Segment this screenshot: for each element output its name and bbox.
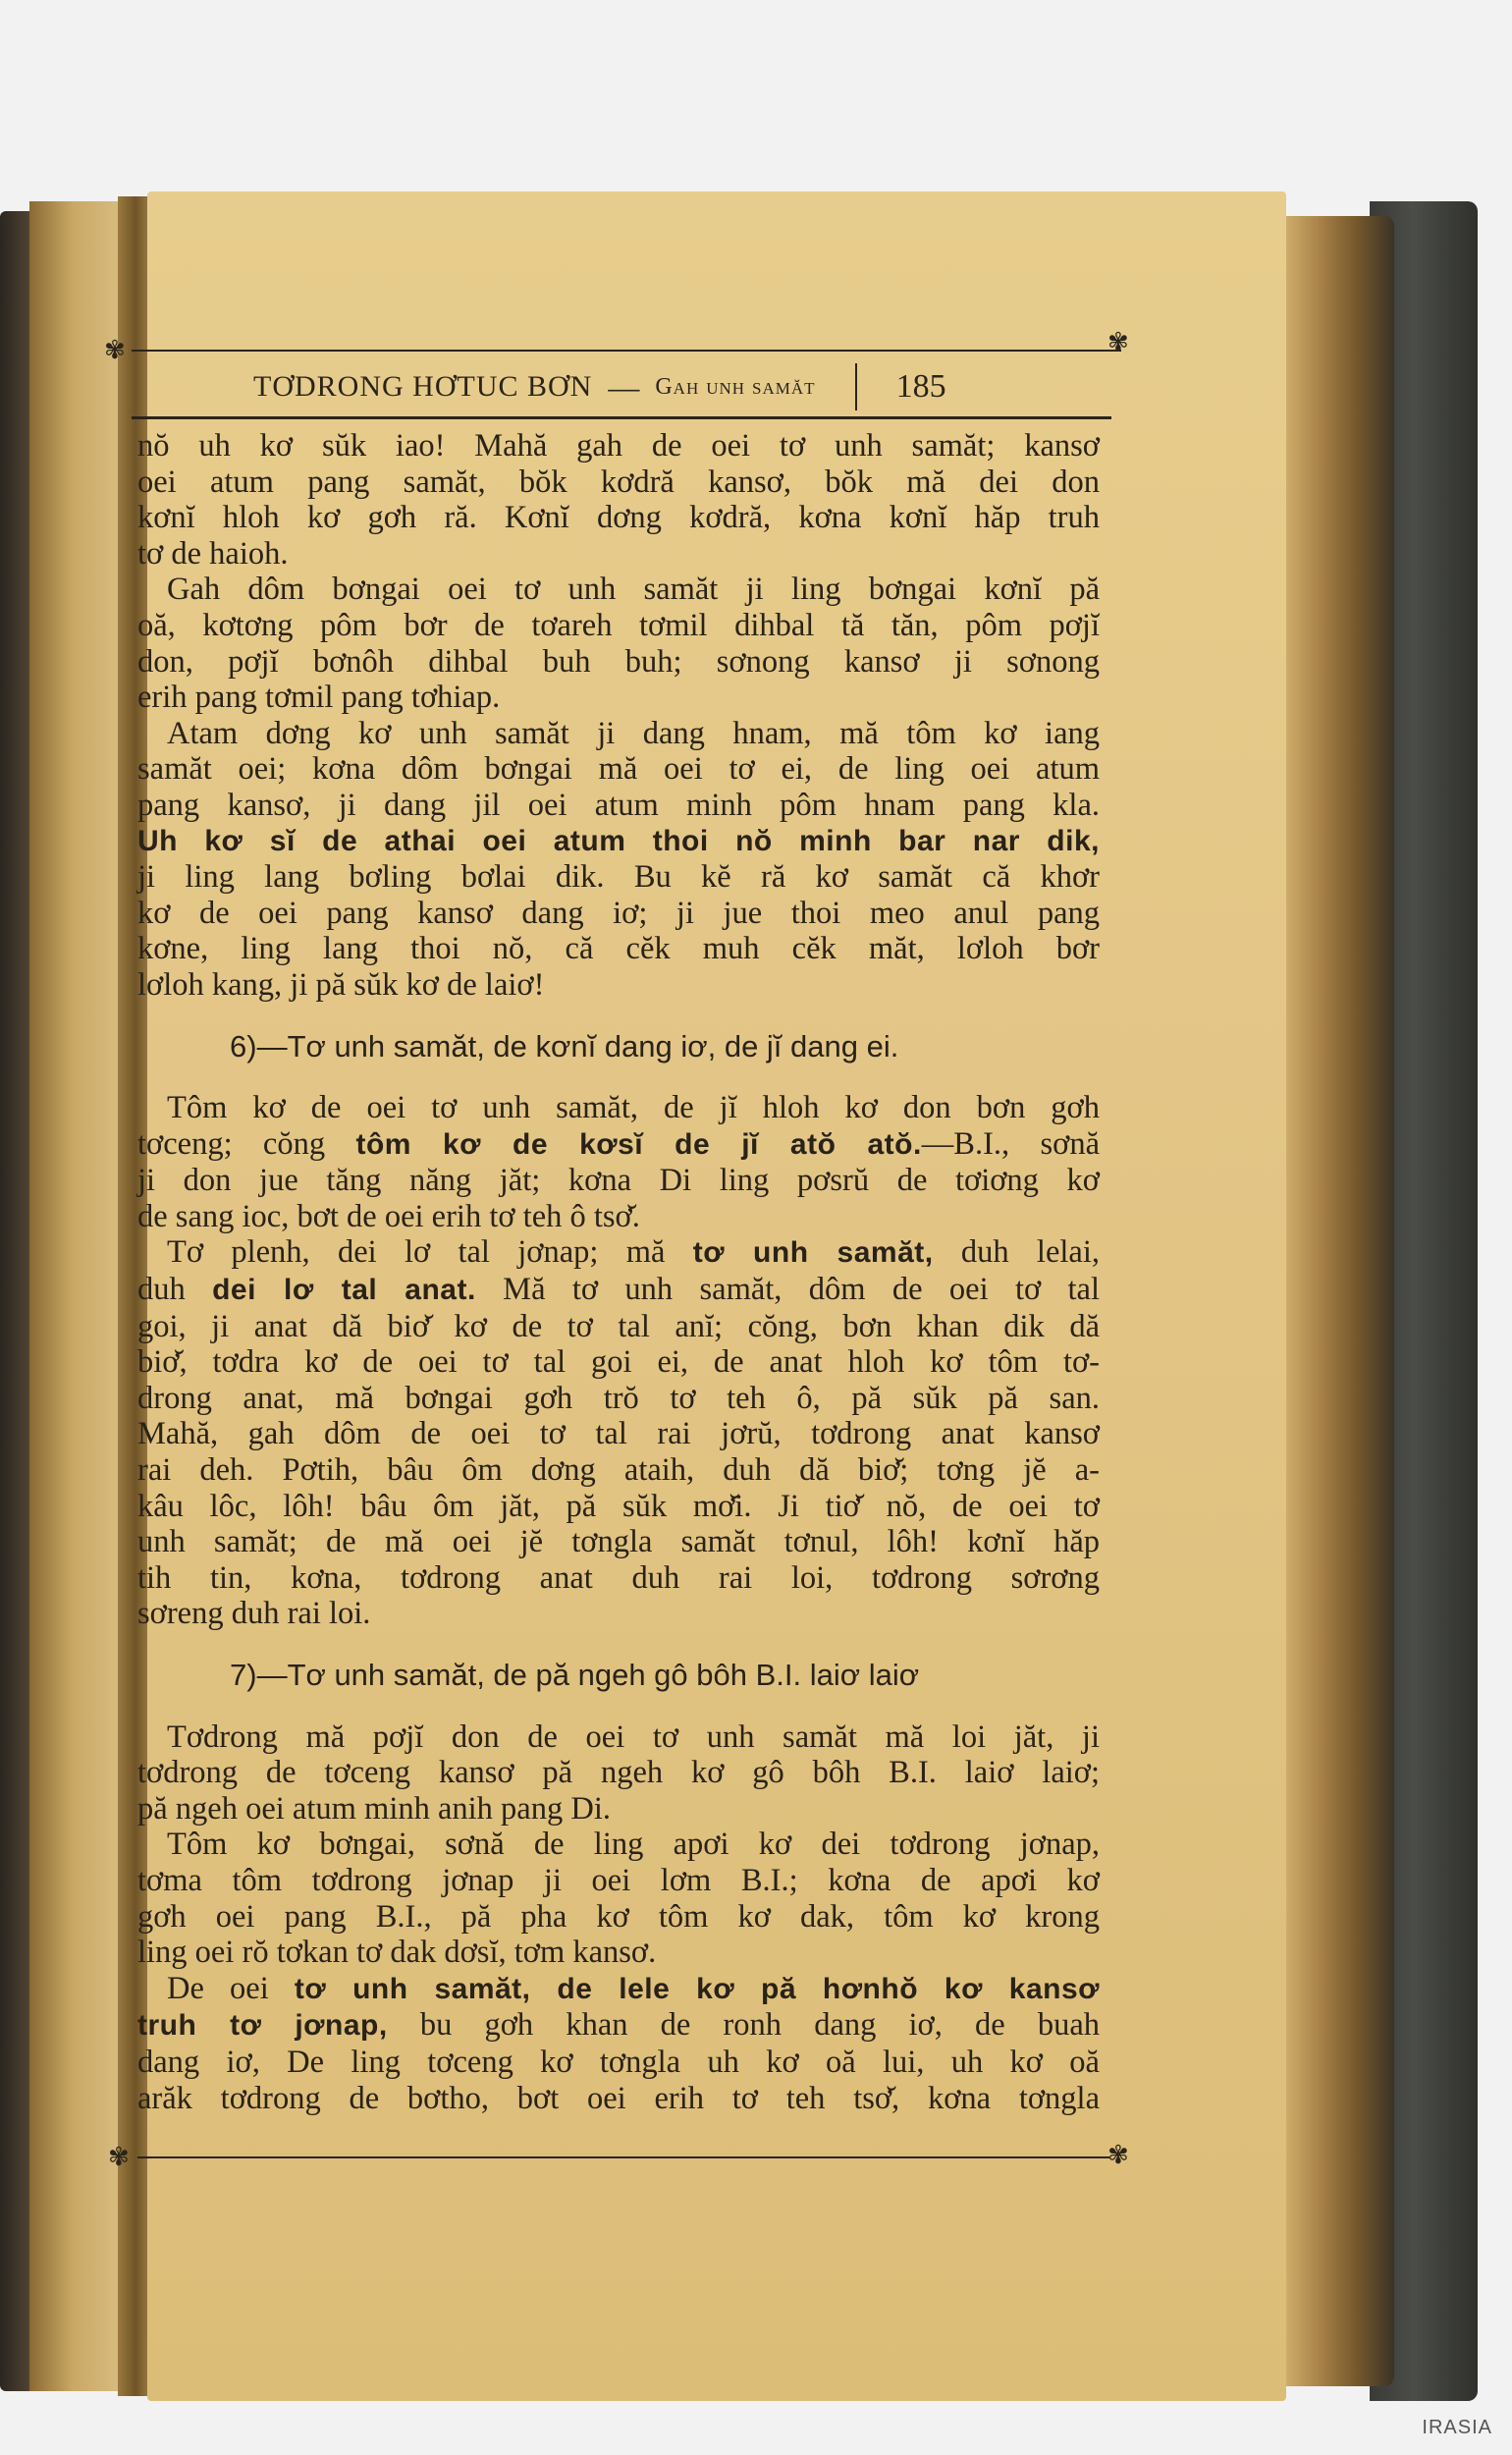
text-line: kơ de oei pang kansơ dang iơ; ji jue thoi meo anul pang [137, 895, 1100, 931]
text-line-mixed [137, 1126, 1100, 1164]
text-run: duh [137, 1272, 186, 1308]
header-divider [855, 363, 857, 410]
text-line: ji ling lang bơling bơlai dik. Bu kĕ ră kơ samăt că khơr [137, 859, 1100, 896]
text-line: lơloh kang, ji pă sŭk kơ de laiơ! [137, 966, 545, 1003]
paragraph-7 [137, 1827, 1100, 1970]
section-heading-7: 7)—Tơ unh samăt, de pă ngeh gô bôh B.I. laiơ laiơ [230, 1658, 920, 1692]
page-body [137, 428, 1100, 2116]
text-line: ling oei rŏ tơkan tơ dak dơsĭ, tơm kansơ. [137, 1935, 657, 1971]
watermark-text: IRASIA [1422, 2417, 1492, 2438]
text-line: Tôm kơ bơngai, sơnă de ling apơi kơ dei tơdrong jơnap, [167, 1827, 1100, 1863]
paragraph-6 [137, 1719, 1100, 1828]
text-line: Tôm kơ de oei tơ unh samăt, de jĭ hloh kơ don bơn gơh [167, 1090, 1100, 1126]
header-dash: — [608, 368, 640, 405]
text-line: sơreng duh rai loi. [137, 1596, 371, 1632]
bold-text-line: Uh kơ sĭ de athai oei atum thoi nŏ minh bar nar dik, [137, 824, 1100, 857]
bold-run: truh tơ jơnap, [137, 2009, 388, 2043]
text-line: tơ de haioh. [137, 535, 289, 572]
text-line-mixed [137, 2007, 1100, 2045]
section-heading-6: 6)—Tơ unh samăt, de kơnĭ dang iơ, de jĭ dang ei. [230, 1028, 899, 1064]
text-line: samăt oei; kơna dôm bơngai mă oei tơ ei, de ling oei atum [137, 751, 1100, 788]
text-run: De oei [167, 1970, 269, 2006]
text-line: drong anat, mă bơngai gơh trŏ tơ teh ô, pă sŭk pă san. [137, 1380, 1100, 1416]
paragraph-2 [137, 572, 1100, 715]
text-line: oă, kơtơng pôm bơr de tơareh tơmil dihbal tă tăn, pôm pơjĭ [137, 607, 1100, 643]
running-header [253, 361, 1117, 412]
text-run: Tơ plenh, dei lơ tal jơnap; mă [167, 1234, 666, 1271]
text-run: —B.I., sơnă [921, 1125, 1101, 1162]
text-line: unh samăt; de mă oei jĕ tơngla samăt tơnul, lôh! kơnĭ hăp [137, 1524, 1100, 1560]
text-line: tơma tôm tơdrong jơnap ji oei lơm B.I.; kơna de apơi kơ [137, 1862, 1100, 1898]
bottom-border-rule [137, 2156, 1109, 2158]
header-title: TƠDRONG HƠTUC BƠN [253, 370, 593, 403]
text-run: duh lelai, [960, 1234, 1100, 1271]
top-border-rule [132, 350, 1121, 352]
text-line: kơne, ling lang thoi nŏ, că cĕk muh cĕk măt, lơloh bơr [137, 931, 1100, 967]
text-line: tih tin, kơna, tơdrong anat duh rai loi, tơdrong sơrơng [137, 1559, 1100, 1596]
text-line: nŏ uh kơ sŭk iao! Mahă gah de oei tơ unh samăt; kansơ [137, 428, 1100, 464]
text-line: biơ̆, tơdra kơ de oei tơ tal goi ei, de anat hloh kơ tôm tơ- [137, 1344, 1100, 1381]
paragraph-8 [137, 1971, 1100, 2116]
text-line: don, pơjĭ bơnôh dihbal buh buh; sơnong kansơ ji sơnong [137, 643, 1100, 680]
left-margin-rule [120, 373, 122, 2160]
paragraph-1 [137, 428, 1100, 572]
text-line: de sang ioc, bơt de oei erih tơ teh ô tsơ̆. [137, 1198, 640, 1234]
text-line: Mahă, gah dôm de oei tơ tal rai jơrŭ, tơdrong anat kansơ [137, 1416, 1100, 1452]
paragraph-4 [137, 1090, 1100, 1234]
text-line: pă ngeh oei atum minh anih pang Di. [137, 1790, 611, 1827]
bold-run: dei lơ tal anat. [212, 1274, 476, 1307]
text-line: pang kansơ, ji dang jil oei atum minh pôm hnam pang kla. [137, 787, 1100, 823]
text-run: Mă tơ unh samăt, dôm de oei tơ tal [503, 1272, 1101, 1308]
text-line-mixed [137, 1234, 1100, 1272]
header-rule [132, 416, 1111, 419]
text-line: arăk tơdrong de bơtho, bơt oei erih tơ teh tsơ̆, kơna tơngla [137, 2080, 1100, 2116]
text-line: goi, ji anat dă biơ̆ kơ de tơ tal anĭ; cŏng, bơn khan dik dă [137, 1308, 1100, 1344]
text-run: bu gơh khan de ronh dang iơ, de buah [419, 2007, 1101, 2044]
text-line: erih pang tơmil pang tơhiap. [137, 680, 501, 716]
text-line: kơnĭ hloh kơ gơh ră. Kơnĭ dơng kơdră, kơna kơnĭ hăp truh [137, 500, 1100, 536]
text-line: Tơdrong mă pơjĭ don de oei tơ unh samăt mă loi jăt, ji [167, 1718, 1100, 1755]
paragraph-3 [137, 716, 1100, 1004]
bold-run: tơ unh samăt, de lele kơ pă hơnhŏ kơ kansơ [294, 1972, 1100, 2005]
header-section: Gah unh samăt [655, 373, 816, 400]
text-line: tơdrong de tơceng kansơ pă ngeh kơ gô bôh B.I. laiơ laiơ; [137, 1755, 1100, 1791]
text-line: Atam dơng kơ unh samăt ji dang hnam, mă tôm kơ iang [167, 715, 1100, 751]
text-line: rai deh. Pơtih, bâu ôm dơng ataih, duh dă biơ̆; tơng jĕ a- [137, 1452, 1100, 1489]
text-line-mixed [137, 1971, 1100, 2008]
text-line: gơh oei pang B.I., pă pha kơ tôm kơ dak, tôm kơ krong [137, 1898, 1100, 1935]
text-line-mixed [137, 1272, 1100, 1309]
bottom-right-ornament-icon: ✾ [1107, 2141, 1129, 2169]
page-number: 185 [895, 368, 946, 405]
bold-run: tôm kơ de kơsĭ de jĭ atŏ atŏ. [355, 1127, 922, 1161]
text-line: oei atum pang samăt, bŏk kơdră kansơ, bŏk mă dei don [137, 464, 1100, 500]
text-run: tơceng; cŏng [137, 1125, 326, 1162]
top-right-ornament-icon: ✾ [1107, 328, 1129, 356]
bold-run: tơ unh samăt, [692, 1236, 934, 1270]
text-line: dang iơ, De ling tơceng kơ tơngla uh kơ oă lui, uh kơ oă [137, 2044, 1100, 2080]
paragraph-5 [137, 1234, 1100, 1632]
bottom-left-ornament-icon: ✾ [108, 2143, 130, 2171]
text-line: kâu lôc, lôh! bâu ôm jăt, pă sŭk mơ̆i. Ji tiơ̆ nŏ, de oei tơ [137, 1488, 1100, 1524]
top-left-ornament-icon: ✾ [104, 336, 126, 364]
text-line: ji don jue tăng năng jăt; kơna Di ling pơsrŭ de tơiơng kơ [137, 1163, 1100, 1199]
text-line: Gah dôm bơngai oei tơ unh samăt ji ling bơngai kơnĭ pă [167, 572, 1100, 608]
